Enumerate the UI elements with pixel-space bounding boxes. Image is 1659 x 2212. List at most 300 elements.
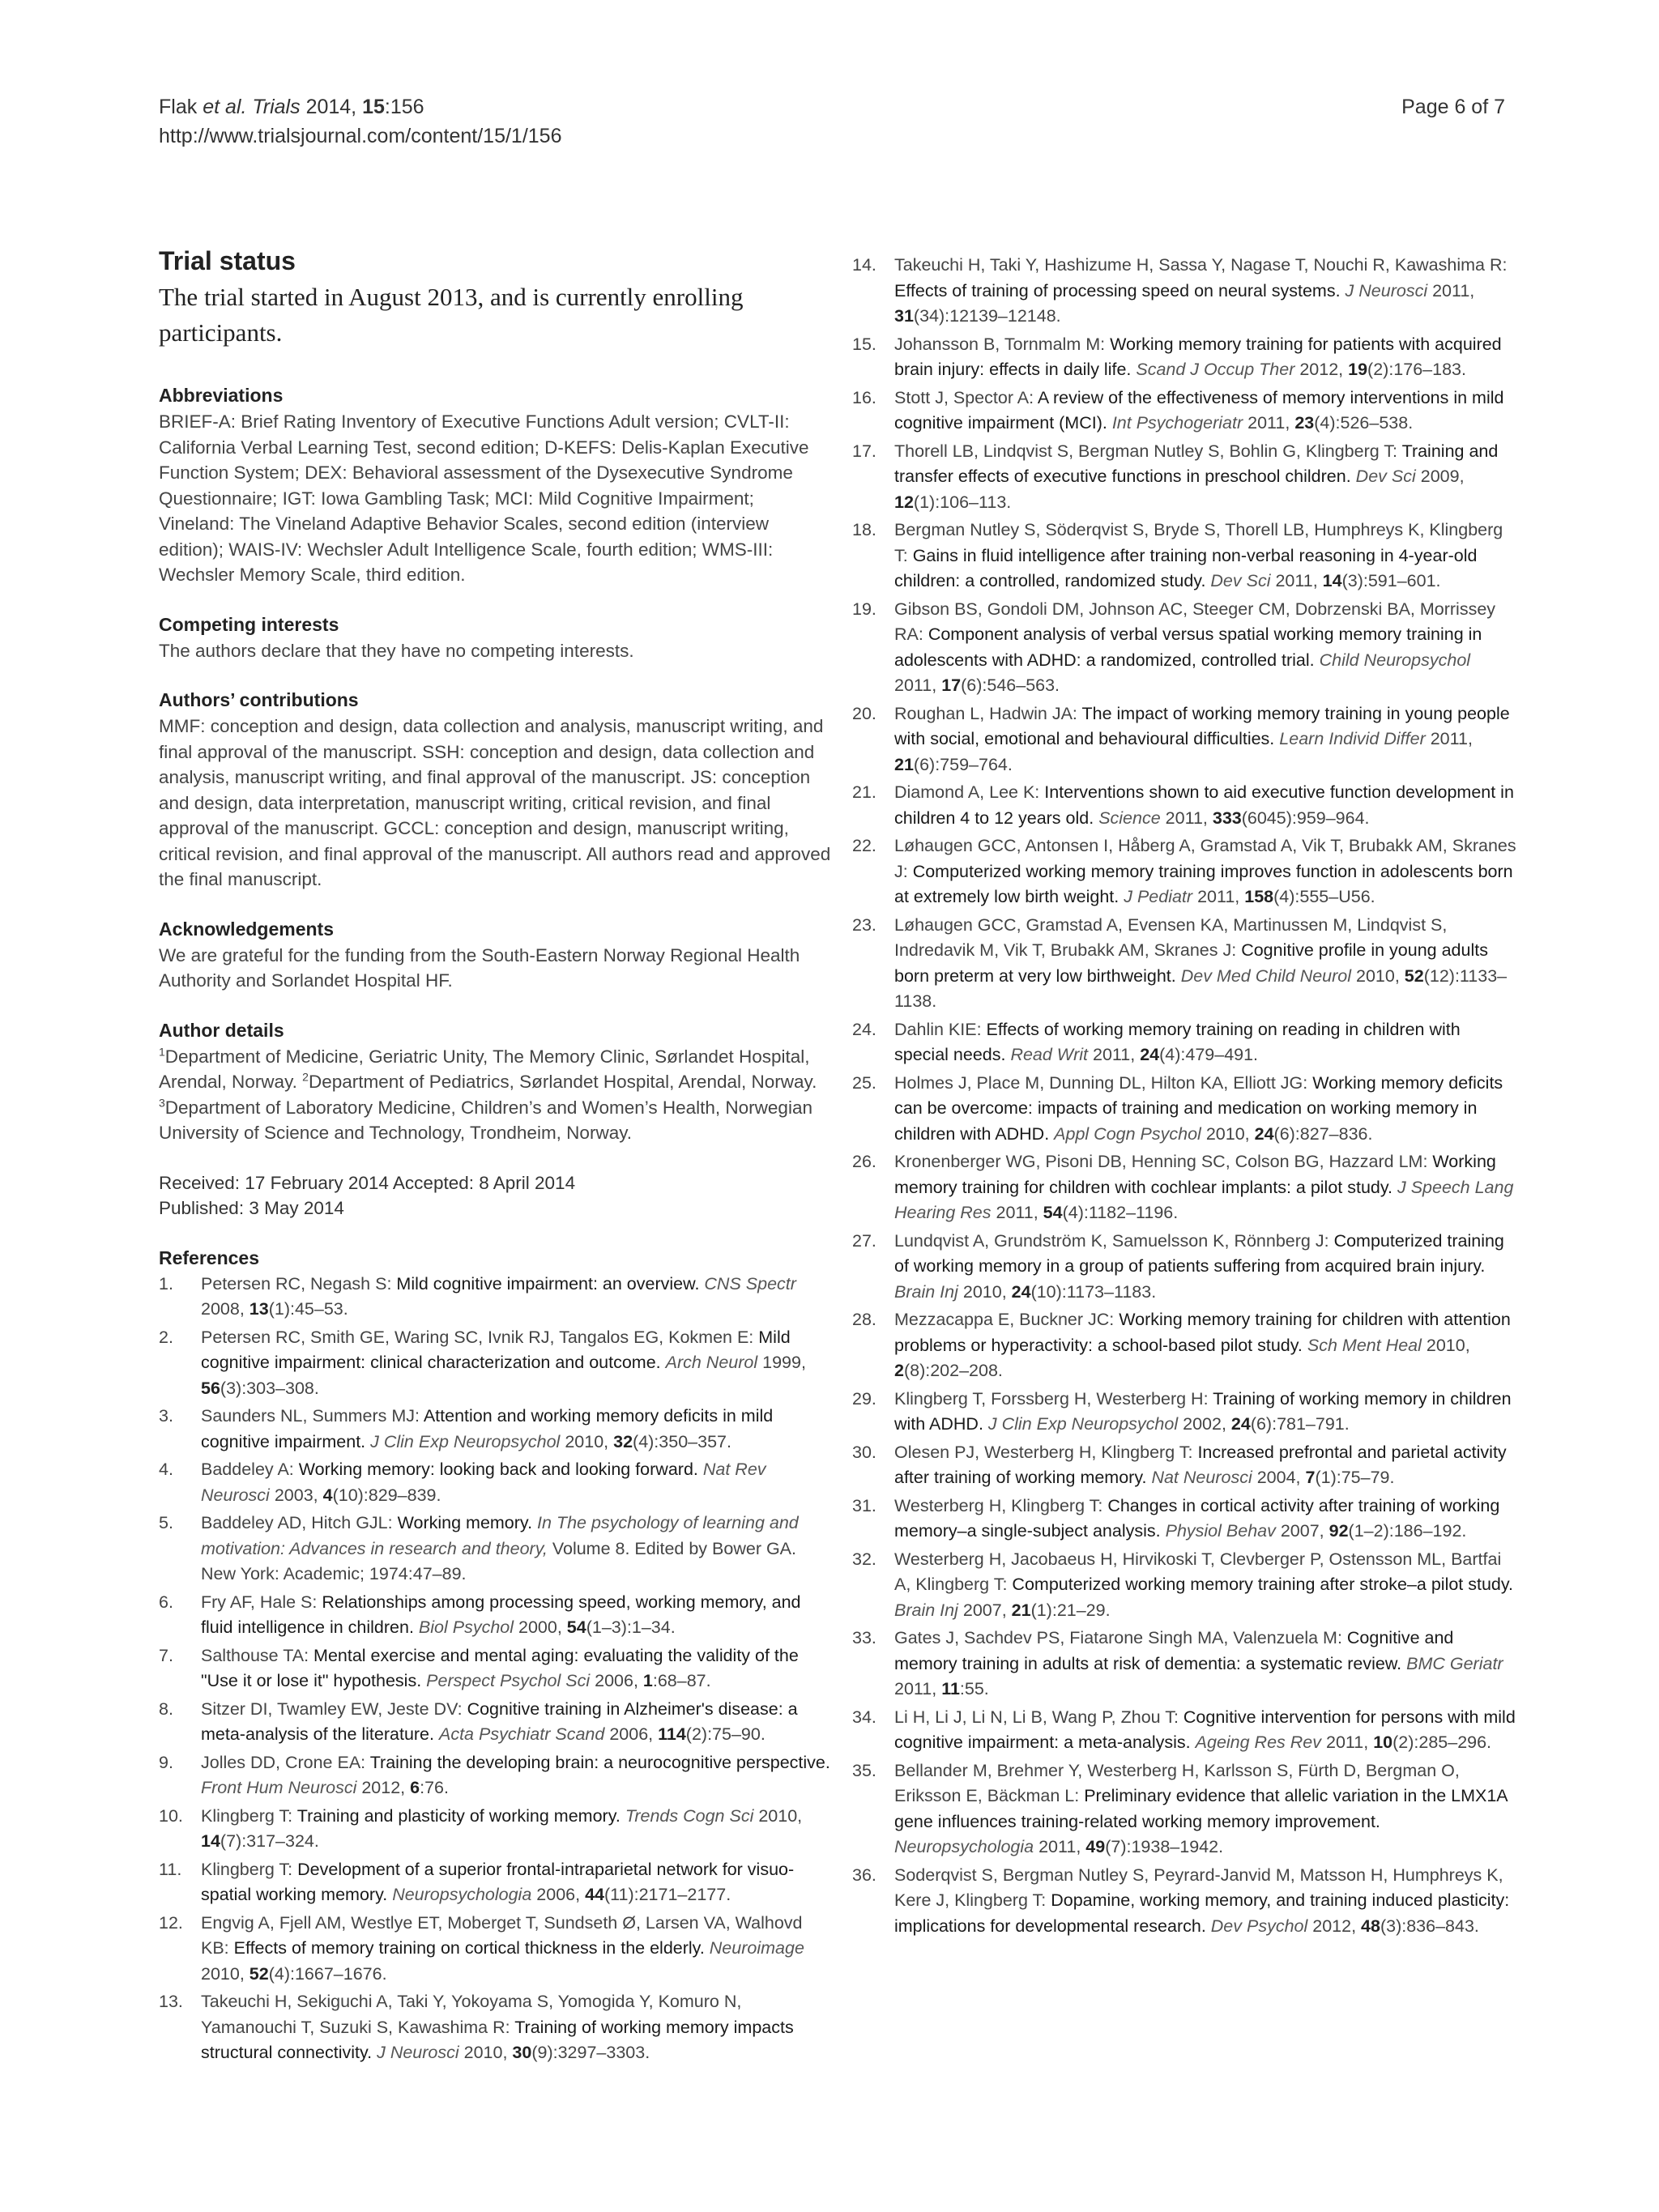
reference-title[interactable]: Relationships among processing speed, working memory, and fluid intelligence in children. <box>201 1592 801 1637</box>
reference-journal: Dev Sci <box>1355 467 1416 486</box>
reference-year: 2003, <box>274 1485 323 1505</box>
reference-journal: Trends Cogn Sci <box>625 1805 754 1826</box>
reference-year: 1999, <box>762 1353 806 1372</box>
reference-authors: Takeuchi H, Taki Y, Hashizume H, Sassa Y, Nagase T, Nouchi R, Kawashima R: <box>894 255 1508 275</box>
reference-year: 2010, <box>1426 1335 1470 1355</box>
reference-authors: Gates J, Sachdev PS, Fiatarone Singh MA, Valenzuela M: <box>894 1628 1347 1647</box>
affiliation-3: Department of Laboratory Medicine, Children’s and Women’s Health, Norwegian University of Science and Technology, Trondheim, Norway. <box>159 1097 812 1143</box>
reference-authors: Bellander M, Brehmer Y, Westerberg H, Karlsson S, Fürth D, Bergman O, Eriksson E, Bäckman L: <box>894 1760 1460 1805</box>
reference-pages: (6):546–563. <box>961 676 1060 695</box>
reference-list-right <box>852 253 1516 1939</box>
reference-title[interactable]: Preliminary evidence that allelic variation in the LMX1A gene influences training-related working memory improvement. <box>894 1786 1508 1831</box>
reference-journal: CNS Spectr <box>704 1273 796 1294</box>
published-date: Published: 3 May 2014 <box>159 1198 344 1218</box>
reference-pages: (4):1182–1196. <box>1062 1203 1179 1222</box>
reference-journal: Child Neuropsychol <box>1319 650 1471 670</box>
reference-year: 2011, <box>894 1679 942 1698</box>
reference-title[interactable]: Increased prefrontal and parietal activity after training of working memory. <box>894 1442 1507 1487</box>
reference-pages: (2):285–296. <box>1392 1733 1492 1752</box>
reference-title[interactable]: Cognitive intervention for persons with mild cognitive impairment: a meta-analysis. <box>894 1707 1516 1752</box>
reference-title[interactable]: Effects of memory training on cortical thickness in the elderly. <box>233 1938 705 1958</box>
reference-number: 8. <box>159 1698 173 1719</box>
reference-year: 2011, <box>996 1203 1043 1222</box>
reference-authors: Olesen PJ, Westerberg H, Klingberg T: <box>894 1442 1198 1462</box>
reference-number: 30. <box>852 1442 876 1462</box>
reference-title[interactable]: Mild cognitive impairment: an overview. <box>396 1273 700 1294</box>
reference-year: 2011, <box>1247 413 1295 433</box>
reference-year: 2010, <box>1205 1123 1255 1144</box>
reference-year: 2011, <box>1275 571 1323 590</box>
reference-volume: 52 <box>1404 965 1424 986</box>
reference-pages: (8):202–208. <box>903 1361 1003 1380</box>
reference-volume: 92 <box>1328 1521 1349 1541</box>
reference-journal: Nat Rev Neurosci <box>201 1460 766 1505</box>
reference-year: 2004, <box>1256 1468 1306 1487</box>
reference-title[interactable]: Training and plasticity of working memory. <box>296 1805 621 1826</box>
reference-year: 2010, <box>758 1805 803 1826</box>
reference-title[interactable]: Training and transfer effects of executive functions in preschool children. <box>894 441 1499 486</box>
reference-volume: 12 <box>894 492 914 512</box>
reference-journal: Neuropsychologia <box>894 1837 1034 1856</box>
reference-item <box>852 439 1516 516</box>
reference-authors: Soderqvist S, Bergman Nutley S, Peyrard-Janvid M, Matsson H, Humphreys K, Kere J, Klingberg T: <box>894 1865 1503 1910</box>
reference-volume: 49 <box>1085 1837 1106 1856</box>
reference-title[interactable]: Working memory training for patients with acquired brain injury: effects in daily life. <box>894 334 1502 379</box>
reference-number: 4. <box>159 1460 173 1479</box>
reference-pages: (3):591–601. <box>1341 571 1441 590</box>
reference-item <box>852 1440 1516 1491</box>
reference-year: 2006, <box>595 1671 643 1690</box>
reference-number: 24. <box>852 1019 876 1039</box>
reference-year: 2010, <box>463 2043 513 2062</box>
reference-title[interactable]: Cognitive and memory training in adults at risk of dementia: a systematic review. <box>894 1628 1454 1673</box>
abbreviations-text: BRIEF-A: Brief Rating Inventory of Executive Functions Adult version; CVLT-II: California Verbal Learning Test, second edition; D-KEFS: Delis-Kaplan Executive Function System; DEX: Behavioral assessment of the Dysexecutive Syndrome Questionnaire; IGT: Iowa Gambling Task; MCI: Mild Cognitive Impairment; Vineland: The Vineland Adaptive Behavior Scales, second edition (interview edition); WAIS-IV: Wechsler Adult Intelligence Scale, fourth edition; WMS-III: Wechsler Memory Scale, third edition. <box>159 411 809 585</box>
reference-item <box>852 332 1516 383</box>
reference-title[interactable]: Development of a superior frontal-intraparietal network for visuo-spatial working memory. <box>201 1859 795 1904</box>
reference-title[interactable]: Working memory training for children with cochlear implants: a pilot study. <box>894 1152 1496 1197</box>
reference-number: 21. <box>852 782 876 802</box>
reference-pages: (4):1667–1676. <box>268 1963 387 1984</box>
dates-block <box>159 1170 831 1221</box>
reference-title[interactable]: Interventions shown to aid executive function development in children 4 to 12 years old. <box>894 782 1514 828</box>
reference-title[interactable]: A review of the effectiveness of memory interventions in mild cognitive impairment (MCI). <box>894 387 1504 433</box>
reference-year: 2006, <box>609 1724 659 1744</box>
reference-title[interactable]: Training the developing brain: a neurocognitive perspective. <box>369 1752 830 1772</box>
reference-volume: 24 <box>1230 1414 1251 1434</box>
reference-number: 20. <box>852 703 876 723</box>
reference-number: 27. <box>852 1230 876 1251</box>
reference-item <box>852 1547 1516 1624</box>
reference-authors: Jolles DD, Crone EA: <box>201 1752 370 1772</box>
reference-volume: 56 <box>201 1378 220 1398</box>
reference-year: 2010, <box>201 1963 249 1984</box>
reference-journal: Arch Neurol <box>665 1353 758 1372</box>
reference-pages: (34):12139–12148. <box>913 306 1061 326</box>
trial-status-text: The trial started in August 2013, and is currently enrolling participants. <box>159 283 744 347</box>
reference-volume: 31 <box>894 306 914 326</box>
reference-volume: 21 <box>894 754 914 774</box>
reference-year: 2012, <box>361 1778 411 1797</box>
reference-number: 18. <box>852 520 876 539</box>
reference-authors: Petersen RC, Negash S: <box>201 1273 397 1294</box>
reference-title[interactable]: Cognitive training in Alzheimer's disease: a meta-analysis of the literature. <box>201 1698 798 1744</box>
reference-authors: Thorell LB, Lindqvist S, Bergman Nutley S, Bohlin G, Klingberg T: <box>894 441 1402 461</box>
reference-item <box>159 1697 831 1748</box>
reference-pages: (7):1938–1942. <box>1105 1837 1224 1856</box>
reference-year: Volume 8. Edited by Bower GA. New York: Academic; 1974:47–89. <box>201 1538 796 1583</box>
reference-journal: Ageing Res Rev <box>1195 1733 1322 1752</box>
reference-volume: 158 <box>1244 887 1274 906</box>
reference-authors: Petersen RC, Smith GE, Waring SC, Ivnik RJ, Tangalos EG, Kokmen E: <box>201 1327 759 1347</box>
reference-item <box>852 1149 1516 1226</box>
reference-volume: 4 <box>322 1485 333 1505</box>
reference-title[interactable]: Computerized working memory training after stroke–a pilot study. <box>1012 1575 1514 1594</box>
reference-title[interactable]: Gains in fluid intelligence after training non-verbal reasoning in 4-year-old children: a controlled, randomized study. <box>894 545 1478 590</box>
reference-volume: 114 <box>658 1724 686 1744</box>
reference-journal: Read Writ <box>1010 1045 1089 1064</box>
reference-item <box>852 1626 1516 1703</box>
reference-item <box>852 833 1516 910</box>
reference-volume: 333 <box>1212 808 1242 828</box>
reference-year: 2012, <box>1312 1916 1362 1936</box>
reference-authors: Baddeley A: <box>201 1460 299 1479</box>
left-column <box>159 246 831 2069</box>
right-column <box>852 253 1516 1941</box>
affiliation-marker: 3 <box>159 1096 165 1109</box>
reference-journal: Int Psychogeriatr <box>1111 413 1243 433</box>
reference-title[interactable]: Training of working memory in children with ADHD. <box>894 1388 1512 1434</box>
reference-number: 32. <box>852 1549 876 1569</box>
reference-journal: Front Hum Neurosci <box>201 1778 357 1797</box>
contributions-text: MMF: conception and design, data collection and analysis, manuscript writing, and final approval of the manuscript. SSH: conception and design, data collection and analysis, manuscript writing, and final approval of the manuscript. JS: conception and design, data interpretation, manuscript writing, critical revision, and final approval of the manuscript. GCCL: conception and design, manuscript writing, critical revision, and final approval of the manuscript. All authors read and approved the final manuscript. <box>159 716 831 889</box>
reference-authors: Gibson BS, Gondoli DM, Johnson AC, Steeger CM, Dobrzenski BA, Morrissey RA: <box>894 599 1496 644</box>
reference-authors: Salthouse TA: <box>201 1645 314 1665</box>
reference-pages: :76. <box>420 1778 449 1797</box>
reference-year: 2002, <box>1183 1414 1231 1434</box>
reference-item <box>852 1307 1516 1384</box>
reference-number: 14. <box>852 255 876 275</box>
reference-journal: J Pediatr <box>1124 887 1193 906</box>
header-author: Flak <box>159 96 198 118</box>
reference-volume: 32 <box>613 1431 633 1451</box>
reference-year: 2006, <box>536 1885 586 1904</box>
reference-journal: Acta Psychiatr Scand <box>438 1724 605 1744</box>
header-etal: et al. <box>203 96 247 118</box>
reference-authors: Klingberg T: <box>201 1805 297 1826</box>
reference-pages: (6):827–836. <box>1273 1123 1373 1144</box>
reference-journal: Learn Individ Differ <box>1279 729 1426 748</box>
reference-authors: Bergman Nutley S, Söderqvist S, Bryde S, Thorell LB, Humphreys K, Klingberg T: <box>894 520 1503 565</box>
reference-journal: Sch Ment Heal <box>1307 1335 1422 1355</box>
reference-number: 28. <box>852 1310 876 1329</box>
reference-item <box>852 1387 1516 1438</box>
reference-pages: (9):3297–3303. <box>531 2043 650 2062</box>
reference-number: 15. <box>852 334 876 354</box>
reference-number: 17. <box>852 441 876 461</box>
reference-title[interactable]: The impact of working memory training in young people with social, emotional and behavioural difficulties. <box>894 703 1510 748</box>
reference-journal: Science <box>1098 808 1161 828</box>
reference-number: 29. <box>852 1388 876 1409</box>
affiliation-marker: 2 <box>302 1070 309 1084</box>
reference-year: 2012, <box>1299 360 1349 379</box>
reference-year: 2007, <box>1280 1521 1329 1541</box>
reference-title[interactable]: Effects of working memory training on reading in children with special needs. <box>894 1019 1461 1064</box>
reference-number: 7. <box>159 1645 173 1665</box>
reference-authors: Westerberg H, Klingberg T: <box>894 1495 1108 1515</box>
reference-number: 33. <box>852 1628 876 1647</box>
reference-year: 2011, <box>1165 808 1213 828</box>
reference-journal: Brain Inj <box>894 1600 958 1620</box>
reference-number: 35. <box>852 1760 876 1780</box>
reference-volume: 44 <box>585 1885 604 1904</box>
reference-journal: J Speech Lang Hearing Res <box>894 1177 1514 1222</box>
reference-number: 12. <box>159 1912 183 1933</box>
reference-authors: Diamond A, Lee K: <box>894 782 1045 802</box>
acknowledgements-heading: Acknowledgements <box>159 918 334 940</box>
reference-item <box>852 780 1516 831</box>
reference-journal: J Clin Exp Neuropsychol <box>987 1414 1179 1434</box>
reference-volume: 30 <box>512 2043 532 2062</box>
reference-journal: In The psychology of learning and motivation: Advances in research and theory, <box>201 1513 799 1558</box>
reference-volume: 14 <box>201 1831 220 1851</box>
header-journal: Trials <box>252 96 301 118</box>
reference-number: 10. <box>159 1805 183 1826</box>
reference-authors: Sitzer DI, Twamley EW, Jeste DV: <box>201 1698 467 1719</box>
reference-item <box>159 1750 831 1801</box>
header-volume: 15 <box>362 96 385 118</box>
affiliation-marker: 1 <box>159 1045 165 1058</box>
reference-item <box>159 1911 831 1988</box>
reference-authors: Baddeley AD, Hitch GJL: <box>201 1513 398 1532</box>
affiliation-2: Department of Pediatrics, Sørlandet Hospital, Arendal, Norway. <box>308 1072 817 1092</box>
reference-year: 2000, <box>518 1617 567 1637</box>
reference-number: 25. <box>852 1072 876 1093</box>
reference-volume: 54 <box>1043 1203 1063 1222</box>
reference-authors: Klingberg T, Forssberg H, Westerberg H: <box>894 1388 1213 1409</box>
reference-item <box>852 518 1516 595</box>
header-article: :156 <box>384 96 424 118</box>
reference-number: 31. <box>852 1495 876 1515</box>
reference-volume: 10 <box>1373 1733 1393 1752</box>
reference-pages: (1):21–29. <box>1030 1600 1111 1620</box>
citation-line <box>159 92 562 121</box>
reference-pages: (11):2171–2177. <box>603 1885 731 1904</box>
reference-authors: Holmes J, Place M, Dunning DL, Hilton KA, Elliott JG: <box>894 1072 1313 1093</box>
reference-number: 9. <box>159 1752 173 1772</box>
reference-title[interactable]: Working memory. <box>397 1513 533 1532</box>
reference-volume: 19 <box>1348 360 1368 379</box>
reference-journal: Scand J Occup Ther <box>1136 360 1295 379</box>
reference-journal: Neuroimage <box>709 1938 804 1958</box>
reference-title[interactable]: Working memory training for children with attention problems or hyperactivity: a school-based pilot study. <box>894 1310 1511 1355</box>
reference-pages: (1–3):1–34. <box>586 1617 676 1637</box>
reference-number: 3. <box>159 1406 173 1426</box>
reference-year: 2010, <box>1356 965 1405 986</box>
reference-volume: 48 <box>1361 1916 1380 1936</box>
reference-journal: Appl Cogn Psychol <box>1054 1123 1201 1144</box>
reference-number: 11. <box>159 1859 182 1879</box>
reference-number: 2. <box>159 1327 173 1347</box>
reference-item <box>159 1643 831 1694</box>
article-url[interactable]: http://www.trialsjournal.com/content/15/1/156 <box>159 125 562 147</box>
reference-pages: (6):759–764. <box>913 754 1013 774</box>
reference-title[interactable]: Effects of training of processing speed on neural systems. <box>894 280 1341 300</box>
reference-item <box>852 1863 1516 1940</box>
reference-title[interactable]: Cognitive profile in young adults born preterm at very low birthweight. <box>894 940 1488 986</box>
reference-journal: J Neurosci <box>1345 280 1428 300</box>
running-header <box>159 92 562 151</box>
reference-pages: (1):75–79. <box>1315 1468 1395 1487</box>
reference-volume: 11 <box>941 1679 960 1698</box>
reference-volume: 23 <box>1294 413 1315 433</box>
reference-journal: Dev Psychol <box>1210 1916 1308 1936</box>
reference-year: 2011, <box>1038 1837 1086 1856</box>
reference-item <box>852 1758 1516 1860</box>
reference-number: 5. <box>159 1513 173 1532</box>
reference-year: 2011, <box>894 676 942 695</box>
reference-title[interactable]: Dopamine, working memory, and training induced plasticity: implications for developmental research. <box>894 1890 1510 1936</box>
reference-year: 2010, <box>565 1431 614 1451</box>
abbreviations-heading: Abbreviations <box>159 385 284 406</box>
reference-authors: Johansson B, Tornmalm M: <box>894 334 1111 354</box>
reference-item <box>852 253 1516 330</box>
reference-pages: :55. <box>959 1679 989 1698</box>
reference-volume: 52 <box>249 1963 269 1984</box>
reference-journal: Dev Med Child Neurol <box>1180 965 1352 986</box>
reference-item <box>852 597 1516 699</box>
page-number: Page 6 of 7 <box>1401 96 1505 118</box>
reference-authors: Westerberg H, Jacobaeus H, Hirvikoski T, Clevberger P, Ostensson ML, Bartfai A, Klingberg T: <box>894 1549 1502 1594</box>
reference-authors: Lundqvist A, Grundström K, Samuelsson K, Rönnberg J: <box>894 1230 1334 1251</box>
reference-journal: Physiol Behav <box>1165 1521 1276 1541</box>
reference-year: 2010, <box>962 1281 1012 1302</box>
reference-item <box>159 1590 831 1641</box>
reference-authors: Takeuchi H, Sekiguchi A, Taki Y, Yokoyama S, Yomogida Y, Komuro N, Yamanouchi T, Suzuki S, Kawashima R: <box>201 1992 742 2037</box>
competing-interests-heading: Competing interests <box>159 613 339 635</box>
reference-authors: Li H, Li J, Li N, Li B, Wang P, Zhou T: <box>894 1707 1183 1727</box>
reference-pages: (12):1133–1138. <box>894 965 1508 1011</box>
reference-pages: (4):555–U56. <box>1273 887 1375 906</box>
reference-volume: 54 <box>566 1617 586 1637</box>
reference-title[interactable]: Training of working memory impacts structural connectivity. <box>201 2017 794 2062</box>
reference-title[interactable]: Computerized training of working memory in a group of patients suffering from acquired brain injury. <box>894 1230 1504 1276</box>
reference-volume: 1 <box>642 1671 653 1690</box>
reference-authors: Klingberg T: <box>201 1859 298 1879</box>
reference-journal: Brain Inj <box>894 1281 958 1302</box>
reference-item <box>159 1272 831 1323</box>
reference-year: 2011, <box>1093 1045 1141 1064</box>
reference-number: 1. <box>159 1273 173 1294</box>
reference-item <box>852 701 1516 778</box>
reference-number: 34. <box>852 1707 876 1727</box>
reference-pages: (6045):959–964. <box>1241 808 1370 828</box>
reference-list-left <box>159 1272 831 2066</box>
reference-pages: (3):303–308. <box>220 1378 319 1398</box>
reference-authors: Mezzacappa E, Buckner JC: <box>894 1310 1120 1329</box>
reference-item <box>852 1229 1516 1306</box>
reference-pages: (1–2):186–192. <box>1348 1521 1467 1541</box>
reference-title[interactable]: Working memory deficits can be overcome: impacts of training and medication on working memory in children with ADHD. <box>894 1072 1503 1144</box>
affiliation-1: Department of Medicine, Geriatric Unity, The Memory Clinic, Sørlandet Hospital, Arendal, Norway. <box>159 1046 810 1092</box>
reference-title[interactable]: Mental exercise and mental aging: evaluating the validity of the "Use it or lose it" hypothesis. <box>201 1645 799 1690</box>
author-details-heading: Author details <box>159 1019 284 1041</box>
reference-pages: (1):106–113. <box>913 492 1012 512</box>
competing-interests-text: The authors declare that they have no competing interests. <box>159 640 634 661</box>
reference-authors: Stott J, Spector A: <box>894 387 1038 407</box>
reference-number: 26. <box>852 1152 876 1171</box>
trial-status-heading: Trial status <box>159 246 296 275</box>
reference-pages: (10):1173–1183. <box>1030 1281 1157 1302</box>
reference-year: 2009, <box>1420 467 1465 486</box>
reference-item <box>159 1804 831 1855</box>
reference-title[interactable]: Changes in cortical activity after training of working memory–a single-subject analysis. <box>894 1495 1500 1541</box>
reference-authors: Roughan L, Hadwin JA: <box>894 703 1082 723</box>
reference-title[interactable]: Attention and working memory deficits in mild cognitive impairment. <box>201 1406 774 1451</box>
received-accepted-date: Received: 17 February 2014 Accepted: 8 April 2014 <box>159 1172 576 1193</box>
reference-volume: 7 <box>1305 1468 1316 1487</box>
reference-volume: 24 <box>1254 1123 1274 1144</box>
reference-year: 2011, <box>1432 280 1475 300</box>
reference-authors: Dahlin KIE: <box>894 1019 987 1039</box>
reference-title[interactable]: Mild cognitive impairment: clinical characterization and outcome. <box>201 1327 791 1372</box>
reference-item <box>159 1857 831 1908</box>
reference-year: 2011, <box>1197 887 1245 906</box>
reference-number: 16. <box>852 387 876 407</box>
reference-pages: (2):176–183. <box>1367 360 1466 379</box>
reference-item <box>852 386 1516 437</box>
reference-year: 2011, <box>1326 1733 1374 1752</box>
reference-title[interactable]: Computerized working memory training improves function in adolescents born at extremely low birth weight. <box>894 861 1513 906</box>
reference-journal: Neuropsychologia <box>392 1885 532 1904</box>
acknowledgements-text: We are grateful for the funding from the South-Eastern Norway Regional Health Authority and Sorlandet Hospital HF. <box>159 944 800 991</box>
reference-pages: (3):836–843. <box>1380 1916 1479 1936</box>
reference-authors: Løhaugen GCC, Antonsen I, Håberg A, Gramstad A, Vik T, Brubakk AM, Skranes J: <box>894 836 1516 881</box>
reference-item <box>159 1511 831 1588</box>
reference-journal: Dev Sci <box>1210 571 1271 590</box>
reference-volume: 2 <box>894 1361 904 1380</box>
reference-pages: (4):526–538. <box>1314 413 1414 433</box>
reference-item <box>159 1457 831 1508</box>
reference-number: 19. <box>852 599 876 619</box>
reference-item <box>852 1705 1516 1756</box>
reference-journal: Biol Psychol <box>418 1617 514 1637</box>
reference-volume: 21 <box>1011 1600 1031 1620</box>
reference-item <box>159 1989 831 2066</box>
reference-year: 2007, <box>962 1600 1012 1620</box>
reference-title[interactable]: Component analysis of verbal versus spatial working memory training in adolescents with ADHD: a randomized, controlled trial. <box>894 624 1482 670</box>
reference-authors: Fry AF, Hale S: <box>201 1592 322 1612</box>
reference-number: 13. <box>159 1992 183 2011</box>
reference-volume: 24 <box>1140 1045 1160 1064</box>
reference-authors: Kronenberger WG, Pisoni DB, Henning SC, Colson BG, Hazzard LM: <box>894 1152 1433 1171</box>
contributions-heading: Authors’ contributions <box>159 689 359 710</box>
reference-journal: Perspect Psychol Sci <box>426 1671 591 1690</box>
references-heading: References <box>159 1247 260 1268</box>
author-details-text <box>159 1044 831 1146</box>
reference-item <box>852 1494 1516 1545</box>
reference-pages: :68–87. <box>652 1671 711 1690</box>
reference-number: 23. <box>852 914 876 935</box>
reference-item <box>852 1071 1516 1148</box>
reference-item <box>159 1404 831 1455</box>
reference-title[interactable]: Working memory: looking back and looking forward. <box>298 1460 698 1479</box>
reference-authors: Løhaugen GCC, Gramstad A, Evensen KA, Martinussen M, Lindqvist S, Indredavik M, Vik T, Brubakk AM, Skranes J: <box>894 914 1448 960</box>
reference-volume: 17 <box>941 676 962 695</box>
reference-pages: (1):45–53. <box>268 1299 348 1319</box>
header-year: 2014, <box>305 96 357 118</box>
reference-journal: Nat Neurosci <box>1151 1468 1252 1487</box>
reference-item <box>852 1017 1516 1068</box>
